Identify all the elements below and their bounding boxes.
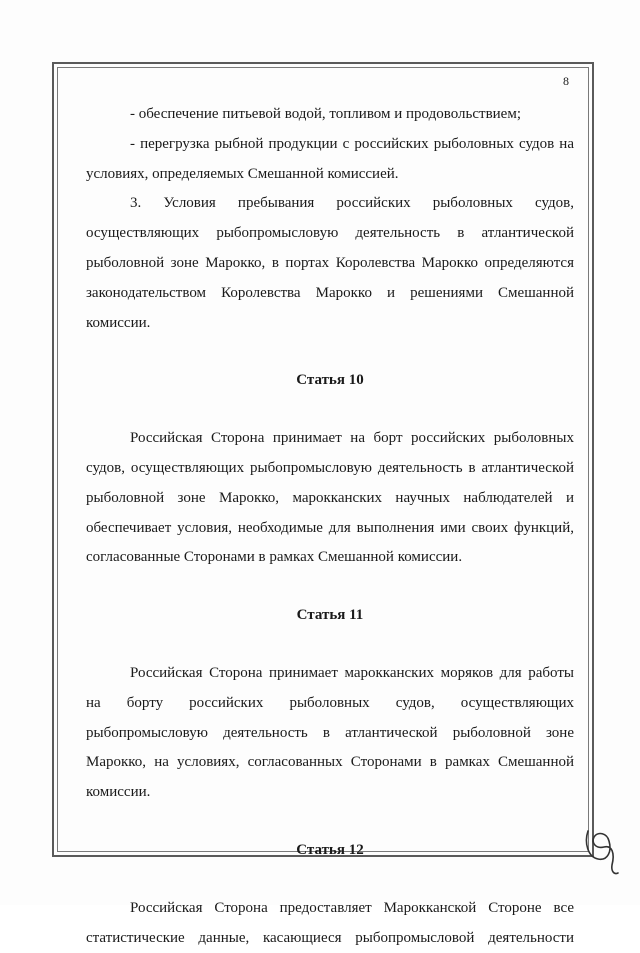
handwritten-initials <box>582 817 628 877</box>
article-11-text: Российская Сторона принимает марокканских моряков для работы на борту российских рыболовных судов, осуществляющих рыбопромысловую деятельность в атлантической рыболовной зоне Марокко, на условиях, согласованных Сторонами в рамках Смешанной комиссии. <box>86 664 574 801</box>
list-item-water-fuel: - обеспечение питьевой водой, топливом и продовольствием; <box>130 106 522 122</box>
list-item-transshipment: - перегрузка рыбной продукции с российских рыболовных судов на условиях, определяемых Смешанной комиссией. <box>86 135 574 182</box>
article-11-heading: Статья 11 <box>296 607 364 624</box>
article-10-heading: Статья 10 <box>296 372 364 389</box>
document-body <box>86 100 574 953</box>
article-12-heading: Статья 12 <box>296 841 364 858</box>
paragraph-3-port-conditions: 3. Условия пребывания российских рыболовных судов, осуществляющих рыбопромысловую деятельность в атлантической рыболовной зоне Марокко, в портах Королевства Марокко определяются законодательством Королевства Марокко и решениями Смешанной комиссии. <box>86 195 574 331</box>
article-12-text: Российская Сторона предоставляет Марокканской Стороне все статистические данные, касающиеся рыбопромысловой деятельности <box>86 899 574 946</box>
page-number: 8 <box>563 74 569 88</box>
article-10-text: Российская Сторона принимает на борт российских рыболовных судов, осуществляющих рыбопромысловую деятельность в атлантической рыболовной зоне Марокко, марокканских научных наблюдателей и обеспечивает условия, необходимые для выполнения ими своих функций, согласованные Сторонами в рамках Смешанной комиссии. <box>86 430 574 566</box>
